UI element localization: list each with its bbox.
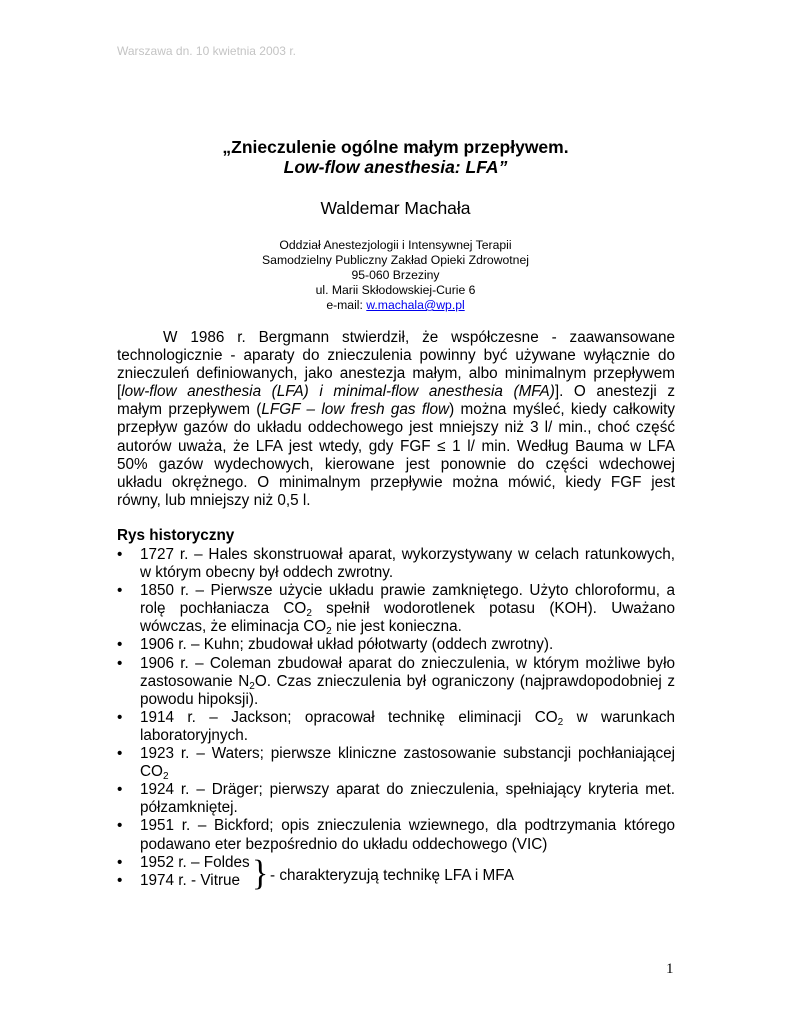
- item-line: 1952 r. – Foldes: [140, 853, 250, 871]
- email-label: e-mail:: [326, 298, 367, 312]
- bullet: •: [117, 781, 123, 799]
- para-line: znieczuleń definiowanych, jako anestezja małym, albo minimalnym przepływem: [117, 365, 675, 383]
- item-line: 1727 r. – Hales skonstruował aparat, wykorzystywany w celach ratunkowych,: [140, 546, 675, 563]
- item-line: [140, 600, 675, 618]
- item-text: CO: [140, 763, 163, 781]
- para-text: małym przepływem (: [117, 401, 262, 419]
- para-text: ]. O anestezji z: [554, 383, 675, 401]
- bullet: •: [117, 636, 123, 654]
- affiliation-email-line: [0, 298, 791, 313]
- title-english: Low-flow anesthesia: LFA: [283, 157, 499, 177]
- item-line: [140, 763, 675, 781]
- item-line: 1850 r. – Pierwsze użycie układu prawie zamkniętego. Użyto chloroformu, a: [140, 582, 675, 600]
- item-text: 1914 r. – Jackson; opracował technikę eliminacji CO: [140, 708, 558, 726]
- para-text: [: [117, 383, 122, 401]
- item-line: 1924 r. – Dräger; pierwszy aparat do znieczulenia, spełniający kryteria met.: [140, 781, 675, 799]
- title-line-2: [0, 157, 791, 178]
- bullet: •: [117, 871, 123, 889]
- list-item: [117, 636, 675, 654]
- list-item: [117, 817, 675, 853]
- bullet: •: [117, 817, 123, 835]
- item-line: [140, 618, 675, 636]
- item-line: półzamkniętej.: [140, 799, 238, 817]
- affiliation-line-3: 95-060 Brzeziny: [351, 268, 440, 282]
- item-line: 1974 r. - Vitrue: [140, 871, 241, 889]
- para-line: 50% gazów wydechowych, kierowane jest ponownie do części wdechowej: [117, 455, 675, 473]
- para-line: równy, lub mniejszy niż 0,5 l.: [117, 491, 311, 509]
- item-text: O. Czas znieczulenia był ograniczony (najprawdopodobniej z: [254, 672, 675, 690]
- list-item: [117, 745, 675, 781]
- item-text: rolę pochłaniacza CO: [140, 600, 307, 618]
- subscript: 2: [326, 626, 332, 638]
- title-quote-end: ”: [498, 157, 508, 177]
- intro-paragraph: [117, 329, 675, 510]
- item-line: podawano eter bezpośrednio do układu oddechowego (VIC): [140, 835, 548, 853]
- bullet: •: [117, 582, 123, 600]
- history-list: [117, 546, 675, 893]
- item-line: [140, 709, 675, 727]
- curly-brace: }: [252, 854, 269, 893]
- para-line: W 1986 r. Bergmann stwierdził, że współczesne - zaawansowane: [163, 329, 675, 346]
- para-line: układu okrężnego. O minimalnym przepływie można mówić, kiedy FGF jest: [117, 473, 675, 491]
- item-text: w warunkach: [563, 708, 675, 726]
- item-text: wówczas, że eliminacja CO: [140, 618, 327, 636]
- item-text: nie jest konieczna.: [331, 618, 462, 636]
- para-line: technologicznie - aparaty do znieczulenia powinny być używane wyłącznie do: [117, 347, 675, 365]
- item-line: 1923 r. – Waters; pierwsze kliniczne zastosowanie substancji pochłaniającej: [140, 745, 675, 763]
- item-line: powodu hipoksji).: [140, 690, 259, 708]
- para-italic: low-flow anesthesia (LFA) i minimal-flow anesthesia (MFA): [121, 383, 555, 401]
- affiliation-line-4: ul. Marii Skłodowskiej-Curie 6: [315, 283, 476, 297]
- section-title: Rys historyczny: [117, 527, 235, 544]
- item-line: [140, 673, 675, 691]
- list-item: [117, 582, 675, 636]
- list-item: [117, 546, 675, 582]
- subscript: 2: [306, 608, 312, 620]
- item-text: zastosowanie N: [140, 672, 250, 690]
- affiliation-line-1: Oddział Anestezjologii i Intensywnej Terapii: [279, 238, 512, 252]
- subscript: 2: [249, 680, 255, 692]
- para-line: [117, 383, 675, 401]
- subscript: 2: [162, 771, 169, 783]
- bullet: •: [117, 654, 123, 672]
- bullet: •: [117, 546, 123, 563]
- para-text: ) można myśleć, kiedy całkowity: [449, 401, 675, 419]
- item-line: 1906 r. – Coleman zbudował aparat do znieczulenia, w którym możliwe było: [140, 654, 675, 672]
- para-italic: LFGF – low fresh gas flow: [261, 401, 450, 419]
- list-item: [117, 709, 675, 745]
- title-line-1: „Znieczulenie ogólne małym przepływem.: [222, 137, 569, 157]
- subscript: 2: [557, 716, 564, 728]
- item-text: spełnił wodorotlenek potasu (KOH). Uważano: [311, 600, 675, 618]
- para-line: przepływ gazów do układu oddechowego jest mniejszy niż 3 l/ min., choć część: [117, 419, 675, 437]
- list-item: [117, 781, 675, 817]
- brace-annotation: - charakteryzują technikę LFA i MFA: [270, 867, 515, 884]
- author-name: Waldemar Machała: [320, 198, 471, 218]
- bullet: •: [117, 708, 123, 726]
- affiliation-line-2: Samodzielny Publiczny Zakład Opieki Zdrowotnej: [262, 253, 529, 267]
- affiliation: [0, 238, 791, 313]
- list-item: [117, 655, 675, 709]
- email-link[interactable]: w.machala@wp.pl: [366, 298, 465, 312]
- item-line: 1951 r. – Bickford; opis znieczulenia wziewnego, dla podtrzymania którego: [140, 817, 675, 835]
- document-date: Warszawa dn. 10 kwietnia 2003 r.: [117, 44, 296, 58]
- bullet: •: [117, 853, 123, 871]
- bullet: •: [117, 745, 123, 763]
- item-line: 1906 r. – Kuhn; zbudował układ półotwarty (oddech zwrotny).: [140, 636, 554, 654]
- para-line: autorów uważa, że LFA jest wtedy, gdy FGF ≤ 1 l/ min. Według Bauma w LFA: [117, 437, 675, 455]
- page-number: 1: [666, 961, 674, 977]
- item-line: laboratoryjnych.: [140, 726, 248, 744]
- para-line: [117, 401, 675, 419]
- item-line: w którym obecny był oddech zwrotny.: [140, 564, 394, 582]
